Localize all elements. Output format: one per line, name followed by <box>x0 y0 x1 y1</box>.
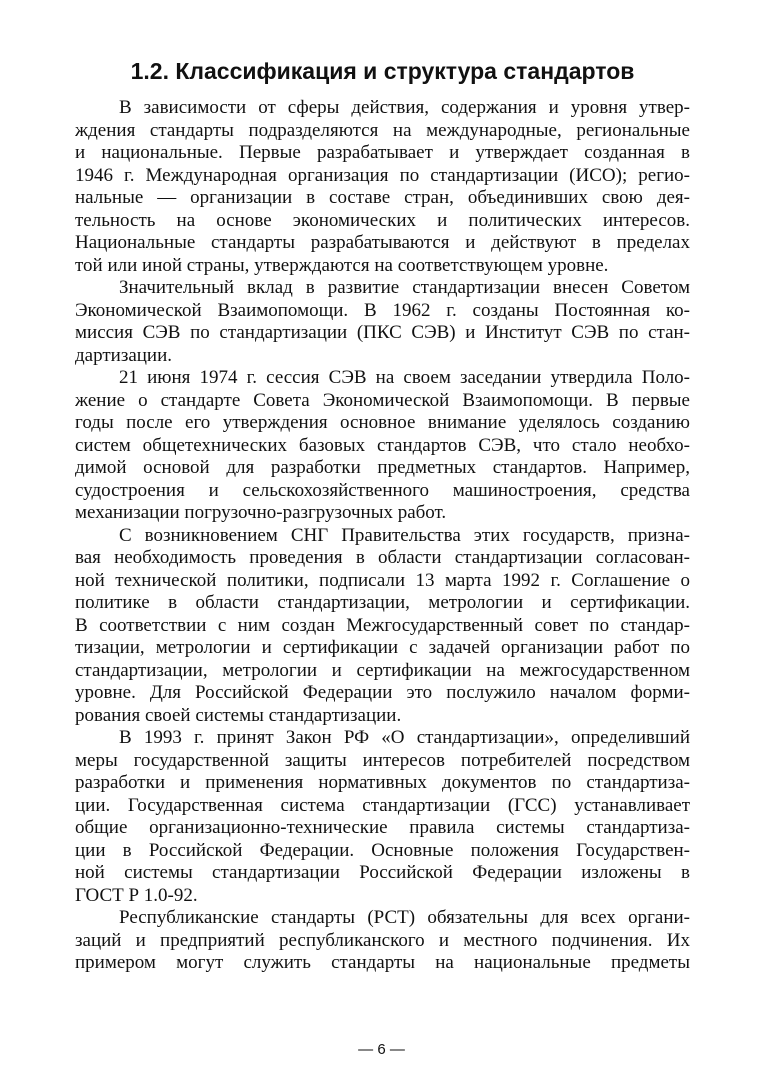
text-line: примером могут служить стандарты на национальные предметы <box>75 952 690 973</box>
text-line: вая необходимость проведения в области стандартизации согласован- <box>75 547 690 568</box>
paragraph <box>75 525 690 728</box>
text-line: В зависимости от сферы действия, содержания и уровня утвер- <box>119 97 690 118</box>
text-line: ной системы стандартизации Российской Федерации изложены в <box>75 862 690 883</box>
text-line: заций и предприятий республиканского и местного подчинения. Их <box>75 929 690 951</box>
section-title: 1.2. Классификация и структура стандартов <box>130 58 635 84</box>
text-line: Республиканские стандарты (РСТ) обязательны для всех органи- <box>119 907 690 928</box>
text-line: димой основой для разработки предметных стандартов. Например, <box>75 457 690 478</box>
text-line: ции. Государственная система стандартизации (ГСС) устанавливает <box>75 794 690 816</box>
text-line: меры государственной защиты интересов потребителей посредством <box>75 749 690 771</box>
text-line: той или иной страны, утверждаются на соответствующем уровне. <box>75 254 609 276</box>
text-line: жение о стандарте Совета Экономической Взаимопомощи. В первые <box>75 389 690 411</box>
text-line: механизации погрузочно-разгрузочных работ. <box>75 502 447 523</box>
paragraph <box>75 727 690 907</box>
text-line: судостроения и сельскохозяйственного машиностроения, средства <box>75 479 690 501</box>
text-line: В 1993 г. принят Закон РФ «О стандартизации», определивший <box>119 727 690 748</box>
text-line: стандартизации, метрологии и сертификации на межгосударственном <box>75 659 690 681</box>
text-line: В соответствии с ним создан Межгосударственный совет по стандар- <box>75 614 690 636</box>
paragraph <box>75 907 690 975</box>
text-line: 1946 г. Международная организация по стандартизации (ИСО); регио- <box>75 164 690 186</box>
text-line: миссия СЭВ по стандартизации (ПКС СЭВ) и Институт СЭВ по стан- <box>75 322 690 343</box>
text-line: разработки и применения нормативных документов по стандартиза- <box>75 772 690 793</box>
text-line: рования своей системы стандартизации. <box>75 704 402 726</box>
text-line: ной технической политики, подписали 13 марта 1992 г. Соглашение о <box>75 569 690 591</box>
body-text <box>75 97 690 975</box>
text-line: уровне. Для Российской Федерации это послужило началом форми- <box>75 682 690 703</box>
text-line: и национальные. Первые разрабатывает и утверждает созданная в <box>75 142 690 163</box>
text-line: С возникновением СНГ Правительства этих государств, призна- <box>119 524 690 546</box>
text-line: ждения стандарты подразделяются на международные, региональные <box>75 119 690 141</box>
text-line: нальные — организации в составе стран, объединивших свою дея- <box>75 187 690 208</box>
paragraph <box>75 367 690 525</box>
text-line: тельность на основе экономических и политических интересов. <box>75 209 690 231</box>
text-line: общие организационно-технические правила системы стандартиза- <box>75 817 690 838</box>
text-line: годы после его утверждения основное внимание уделялось созданию <box>75 412 690 433</box>
text-line: Национальные стандарты разрабатываются и действуют в пределах <box>75 232 690 253</box>
page-number: — 6 — <box>358 1041 405 1058</box>
text-line: Экономической Взаимопомощи. В 1962 г. созданы Постоянная ко- <box>75 299 690 321</box>
text-line: Значительный вклад в развитие стандартизации внесен Советом <box>119 277 690 298</box>
text-line: 21 июня 1974 г. сессия СЭВ на своем заседании утвердила Поло- <box>119 367 690 388</box>
text-line: ГОСТ Р 1.0-92. <box>75 884 198 906</box>
text-line: дартизации. <box>75 344 173 366</box>
text-line: систем общетехнических базовых стандартов СЭВ, что стало необхо- <box>75 434 690 456</box>
paragraph <box>75 277 690 367</box>
text-line: ции в Российской Федерации. Основные положения Государствен- <box>75 839 690 861</box>
text-line: политике в области стандартизации, метрологии и сертификации. <box>75 592 690 613</box>
text-line: тизации, метрологии и сертификации с задачей организации работ по <box>75 637 690 658</box>
paragraph <box>75 97 690 277</box>
